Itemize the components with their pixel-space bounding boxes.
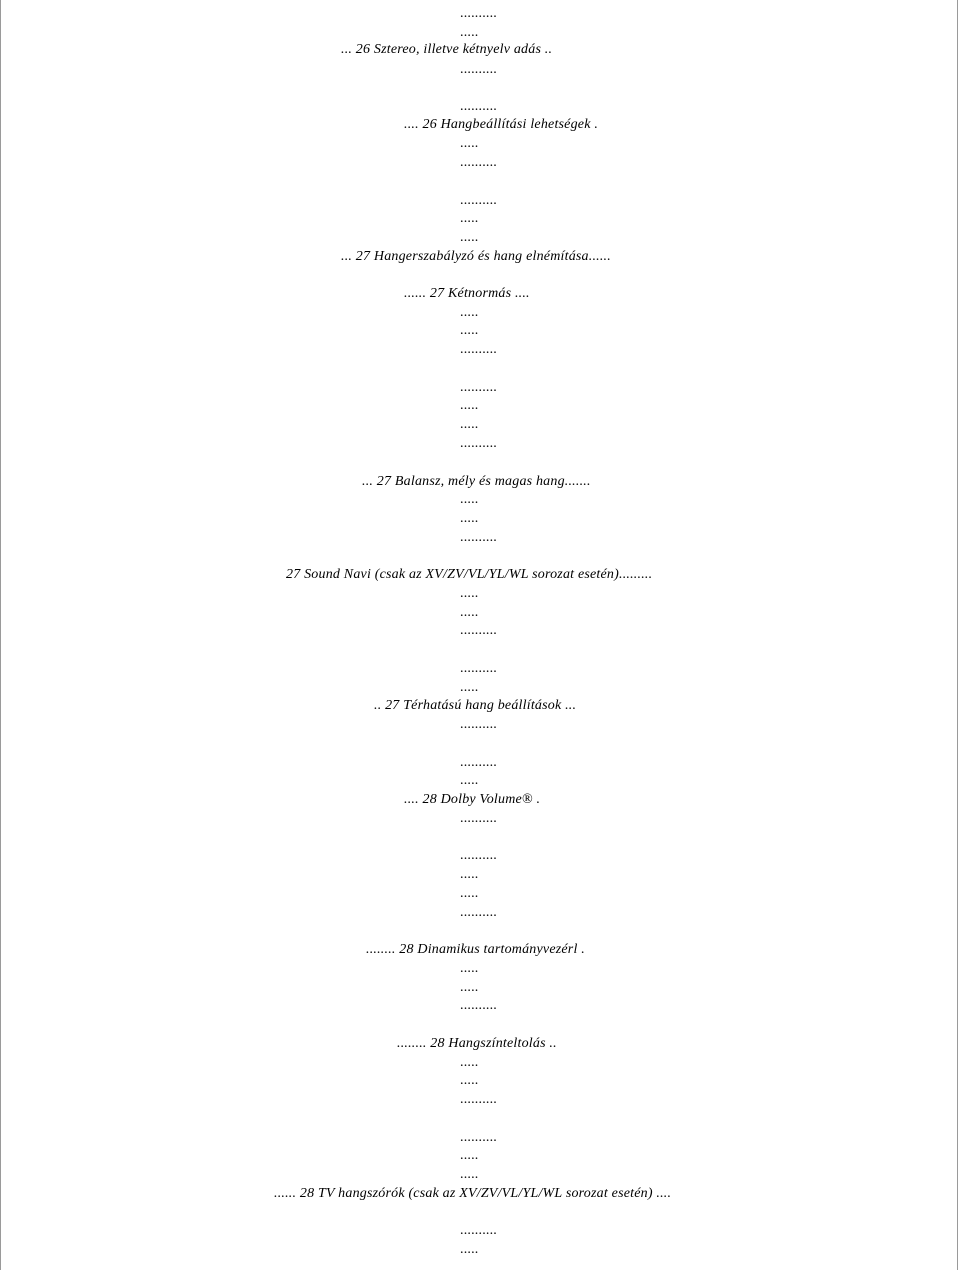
toc-dot-leader: .....	[460, 211, 479, 226]
toc-dot-leader: .....	[460, 680, 479, 695]
toc-dot-leader: ..........	[460, 342, 497, 357]
toc-dot-leader: ..........	[460, 998, 497, 1013]
toc-dot-leader: .....	[460, 417, 479, 432]
toc-entry-hangerszabalyzo[interactable]: ... 27 Hangerszabályzó és hang elnémítása......	[341, 249, 611, 264]
toc-entry-terhatasu[interactable]: .. 27 Térhatású hang beállítások ...	[374, 698, 577, 713]
toc-entry-dolby-volume[interactable]: .... 28 Dolby Volume® .	[404, 792, 541, 807]
toc-dot-leader: ..........	[460, 436, 497, 451]
toc-dot-leader: ..........	[460, 623, 497, 638]
toc-dot-leader: ..........	[460, 99, 497, 114]
toc-dot-leader: .....	[460, 398, 479, 413]
toc-entry-hangszinteltolas[interactable]: ........ 28 Hangszínteltolás ..	[397, 1036, 557, 1051]
toc-dot-leader: .....	[460, 586, 479, 601]
toc-dot-leader: .....	[460, 492, 479, 507]
toc-dot-leader: .....	[460, 25, 479, 40]
toc-dot-leader: .....	[460, 230, 479, 245]
toc-dot-leader: .....	[460, 605, 479, 620]
toc-dot-leader: ..........	[460, 62, 497, 77]
toc-dot-leader: ..........	[460, 155, 497, 170]
toc-entry-ketnormas[interactable]: ...... 27 Kétnormás ....	[404, 286, 530, 301]
toc-dot-leader: .....	[460, 511, 479, 526]
toc-dot-leader: ..........	[460, 661, 497, 676]
toc-dot-leader: ..........	[460, 193, 497, 208]
toc-dot-leader: .....	[460, 773, 479, 788]
toc-dot-leader: ..........	[460, 530, 497, 545]
toc-dot-leader: .....	[460, 1055, 479, 1070]
toc-entry-sztereo[interactable]: ... 26 Sztereo, illetve kétnyelv adás ..	[341, 42, 553, 57]
toc-dot-leader: ..........	[460, 380, 497, 395]
toc-dot-leader: .....	[460, 961, 479, 976]
toc-entry-hangbeallitasi[interactable]: .... 26 Hangbeállítási lehetségek .	[404, 117, 599, 132]
toc-dot-leader: ..........	[460, 848, 497, 863]
toc-entry-dinamikus[interactable]: ........ 28 Dinamikus tartományvezérl .	[366, 942, 585, 957]
toc-dot-leader: .....	[460, 1148, 479, 1163]
toc-entry-balansz[interactable]: ... 27 Balansz, mély és magas hang.......	[362, 474, 591, 489]
toc-dot-leader: .....	[460, 136, 479, 151]
toc-dot-leader: ..........	[460, 905, 497, 920]
toc-dot-leader: ..........	[460, 811, 497, 826]
toc-dot-leader: .....	[460, 867, 479, 882]
toc-dot-leader: .....	[460, 305, 479, 320]
toc-dot-leader: .....	[460, 323, 479, 338]
toc-dot-leader: .....	[460, 1167, 479, 1182]
toc-dot-leader: ..........	[460, 717, 497, 732]
toc-dot-leader: ..........	[460, 755, 497, 770]
toc-dot-leader: .....	[460, 980, 479, 995]
toc-dot-leader: ..........	[460, 6, 497, 21]
toc-dot-leader: ..........	[460, 1223, 497, 1238]
toc-dot-leader: ..........	[460, 1092, 497, 1107]
toc-entry-sound-navi[interactable]: 27 Sound Navi (csak az XV/ZV/VL/YL/WL sorozat esetén).........	[286, 567, 653, 582]
toc-dot-leader: .....	[460, 1073, 479, 1088]
toc-dot-leader: .....	[460, 1242, 479, 1257]
toc-dot-leader: .....	[460, 886, 479, 901]
toc-entry-tv-hangszorok[interactable]: ...... 28 TV hangszórók (csak az XV/ZV/VL/YL/WL sorozat esetén) ....	[274, 1186, 672, 1201]
toc-dot-leader: ..........	[460, 1130, 497, 1145]
